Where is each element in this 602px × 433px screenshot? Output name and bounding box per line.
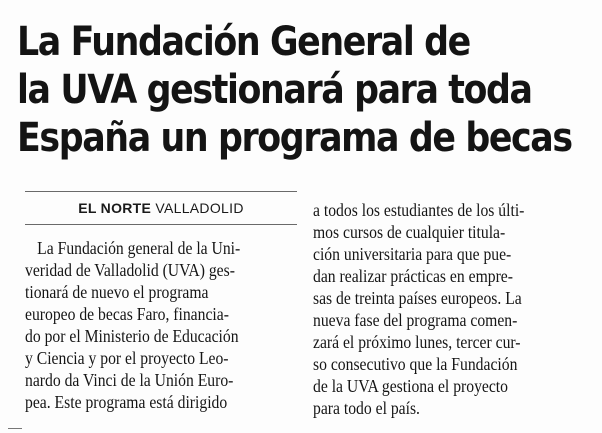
headline-line-2: la UVA gestionará para toda — [17, 67, 532, 113]
body-column-right — [313, 199, 602, 419]
body-line: a todos los estudiantes de los últi- — [313, 200, 525, 220]
headline-line-3: España un programa de becas — [17, 115, 572, 161]
body-line: nardo da Vinci de la Unión Euro- — [25, 370, 234, 390]
body-line: sas de treinta países europeos. La — [313, 288, 522, 308]
body-line: ción universitaria para que pue- — [313, 244, 512, 264]
byline-bottom-rule — [25, 224, 297, 225]
body-line: pea. Este programa está dirigido — [25, 392, 228, 412]
body-line: do por el Ministerio de Educación — [25, 326, 239, 346]
body-line: tionará de nuevo el programa — [25, 282, 209, 302]
body-line: dan realizar prácticas en empre- — [313, 266, 513, 286]
body-line: zará el próximo lunes, tercer cur- — [313, 332, 521, 352]
body-line: nueva fase del programa comen- — [313, 310, 518, 330]
body-line: so consecutivo que la Fundación — [313, 354, 518, 374]
body-line: y Ciencia y por el proyecto Leo- — [25, 348, 229, 368]
body-line: europeo de becas Faro, financia- — [25, 304, 229, 324]
article-headline — [17, 18, 597, 162]
byline-top-rule — [25, 191, 297, 192]
body-line: La Fundación general de la Uni- — [37, 238, 241, 258]
article-byline — [25, 197, 297, 219]
body-line: de la UVA gestiona el proyecto — [313, 376, 508, 396]
byline-outlet: EL NORTE — [78, 200, 152, 216]
body-column-left — [25, 237, 315, 413]
body-line: mos cursos de cualquier titula- — [313, 222, 506, 242]
byline-location: VALLADOLID — [155, 200, 244, 216]
body-line: veridad de Valladolid (UVA) ges- — [25, 260, 235, 280]
body-line: para todo el país. — [313, 398, 420, 418]
column-end-mark — [8, 428, 22, 429]
headline-line-1: La Fundación General de — [17, 19, 470, 65]
